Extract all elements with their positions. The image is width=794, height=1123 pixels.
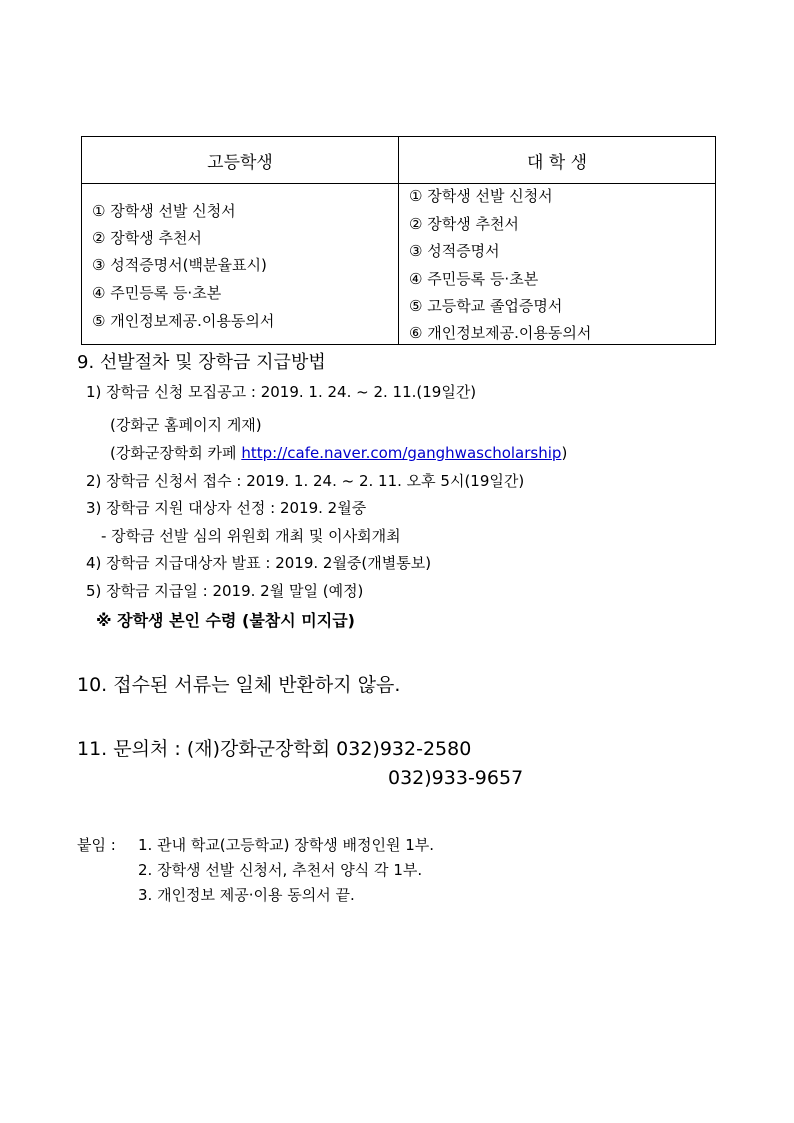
high-school-docs-cell bbox=[82, 184, 399, 345]
sec9-line-1: 1) 장학금 신청 모집공고 : 2019. 1. 24. ~ 2. 11.(19일간) bbox=[86, 383, 477, 401]
hs-doc-4: ④ 주민등록 등·초본 bbox=[92, 284, 222, 302]
cafe-link[interactable]: http://cafe.naver.com/ganghwascholarship bbox=[241, 444, 562, 462]
section-10: 10. 접수된 서류는 일체 반환하지 않음. bbox=[77, 674, 401, 696]
sec9-line-4: 4) 장학금 지급대상자 발표 : 2019. 2월중(개별통보) bbox=[86, 554, 432, 572]
uni-doc-3: ③ 성적증명서 bbox=[409, 242, 500, 260]
attach-label: 붙임 : bbox=[77, 836, 116, 854]
sec9-line-1b-suffix: ) bbox=[561, 444, 568, 462]
sec9-line-1b bbox=[110, 442, 567, 463]
attach-item-1: 1. 관내 학교(고등학교) 장학생 배정인원 1부. bbox=[138, 836, 435, 854]
header-university: 대 학 생 bbox=[399, 137, 716, 184]
sec9-line-3: 3) 장학금 지원 대상자 선정 : 2019. 2월중 bbox=[86, 499, 367, 517]
sec9-line-3a: - 장학금 선발 심의 위원회 개최 및 이사회개최 bbox=[101, 527, 401, 545]
attach-item-2: 2. 장학생 선발 신청서, 추천서 양식 각 1부. bbox=[138, 861, 423, 879]
section-9-title: 9. 선발절차 및 장학금 지급방법 bbox=[77, 352, 326, 373]
uni-doc-4: ④ 주민등록 등·초본 bbox=[409, 270, 539, 288]
contact-org-phone: : (재)강화군장학회 032)932-2580 bbox=[174, 738, 472, 760]
header-high-school: 고등학생 bbox=[82, 137, 399, 184]
attach-item-3: 3. 개인정보 제공·이용 동의서 끝. bbox=[138, 886, 355, 904]
contact-phone-2: 032)933-9657 bbox=[388, 767, 524, 789]
hs-doc-3: ③ 성적증명서(백분율표시) bbox=[92, 256, 267, 274]
uni-doc-5: ⑤ 고등학교 졸업증명서 bbox=[409, 297, 563, 315]
section-11 bbox=[77, 734, 471, 761]
uni-doc-2: ② 장학생 추천서 bbox=[409, 215, 519, 233]
sec9-line-1a: (강화군 홈페이지 게재) bbox=[110, 416, 262, 434]
sec9-line-2: 2) 장학금 신청서 접수 : 2019. 1. 24. ~ 2. 11. 오후 5시(19일간) bbox=[86, 472, 525, 490]
university-docs-cell bbox=[399, 184, 716, 345]
sec9-line-1b-prefix: (강화군장학회 카페 bbox=[110, 444, 242, 462]
documents-table bbox=[81, 136, 716, 345]
sec9-note: ※ 장학생 본인 수령 (불참시 미지급) bbox=[96, 611, 355, 630]
section-11-label: 11. 문의처 bbox=[77, 738, 169, 760]
hs-doc-1: ① 장학생 선발 신청서 bbox=[92, 202, 236, 220]
uni-doc-6: ⑥ 개인정보제공.이용동의서 bbox=[409, 324, 592, 342]
hs-doc-2: ② 장학생 추천서 bbox=[92, 229, 202, 247]
sec9-line-5: 5) 장학금 지급일 : 2019. 2월 말일 (예정) bbox=[86, 582, 364, 600]
hs-doc-5: ⑤ 개인정보제공.이용동의서 bbox=[92, 312, 275, 330]
uni-doc-1: ① 장학생 선발 신청서 bbox=[409, 187, 553, 205]
